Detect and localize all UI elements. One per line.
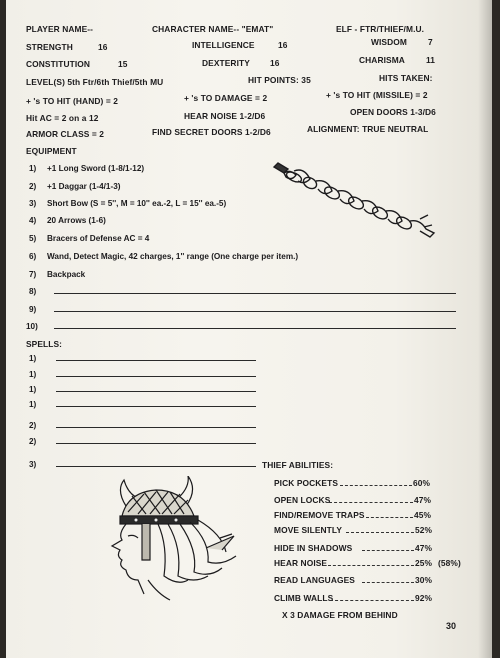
spell-blank-line — [56, 360, 256, 361]
character-name-label: CHARACTER NAME-- "EMAT" — [152, 24, 274, 34]
equipment-item: Wand, Detect Magic, 42 charges, 1'' range (One charge per item.) — [47, 252, 299, 261]
equipment-item: +1 Daggar (1-4/1-3) — [47, 182, 121, 191]
dotted-leader — [362, 550, 414, 551]
thief-ability-value: 30% — [415, 575, 433, 585]
find-secret-doors-text: FIND SECRET DOORS 1-2/D6 — [152, 127, 271, 137]
spell-number: 1) — [29, 370, 37, 379]
levels-text: LEVEL(S) 5th Ftr/6th Thief/5th MU — [26, 77, 164, 87]
spell-number: 3) — [29, 460, 37, 469]
dotted-leader — [340, 485, 412, 486]
equipment-item: Backpack — [47, 270, 86, 279]
open-doors-text: OPEN DOORS 1-3/D6 — [350, 107, 436, 117]
dexterity-value: 16 — [270, 58, 280, 68]
thief-ability-value: 25% — [415, 558, 433, 568]
hit-points-text: HIT POINTS: 35 — [248, 75, 311, 85]
equipment-number: 10) — [26, 322, 38, 331]
equipment-number: 6) — [29, 252, 37, 261]
equipment-number: 2) — [29, 182, 37, 191]
armor-class-text: ARMOR CLASS = 2 — [26, 129, 105, 139]
dexterity-label: DEXTERITY — [202, 58, 250, 68]
alignment-text: ALIGNMENT: TRUE NEUTRAL — [307, 124, 429, 134]
constitution-value: 15 — [118, 59, 128, 69]
equipment-number: 1) — [29, 164, 37, 173]
strength-label: STRENGTH — [26, 42, 73, 52]
thief-ability-name: FIND/REMOVE TRAPS — [274, 510, 365, 520]
equipment-item: +1 Long Sword (1-8/1-12) — [47, 164, 145, 173]
spell-blank-line — [56, 427, 256, 428]
dotted-leader — [366, 517, 413, 518]
equipment-heading: EQUIPMENT — [26, 146, 77, 156]
equipment-blank-line — [54, 311, 456, 312]
thief-ability-extra: (58%) — [438, 558, 461, 568]
intelligence-label: INTELLIGENCE — [192, 40, 255, 50]
constitution-label: CONSTITUTION — [26, 59, 91, 69]
thief-ability-value: 45% — [414, 510, 432, 520]
thief-ability-name: HEAR NOISE — [274, 558, 328, 568]
equipment-number: 3) — [29, 199, 37, 208]
thief-ability-name: PICK POCKETS — [274, 478, 339, 488]
to-hit-missile-text: + 's TO HIT (MISSILE) = 2 — [326, 90, 428, 100]
spell-blank-line — [56, 406, 256, 407]
to-damage-text: + 's TO DAMAGE = 2 — [184, 93, 268, 103]
spells-heading: SPELLS: — [26, 339, 63, 349]
spell-number: 2) — [29, 437, 37, 446]
thief-abilities-heading: THIEF ABILITIES: — [262, 460, 334, 470]
page-edge-shadow — [478, 0, 492, 658]
equipment-number: 4) — [29, 216, 37, 225]
wisdom-value: 7 — [428, 37, 433, 47]
to-hit-hand-text: + 's TO HIT (HAND) = 2 — [26, 96, 118, 106]
thief-ability-value: 47% — [414, 495, 432, 505]
thief-ability-value: 92% — [415, 593, 433, 603]
page-number: 30 — [446, 621, 457, 631]
wisdom-label: WISDOM — [371, 37, 407, 47]
spell-number: 2) — [29, 421, 37, 430]
spell-blank-line — [56, 376, 256, 377]
equipment-item: 20 Arrows (1-6) — [47, 216, 106, 225]
dotted-leader — [328, 565, 414, 566]
thief-ability-value: 60% — [413, 478, 431, 488]
spell-blank-line — [56, 391, 256, 392]
spell-blank-line — [56, 443, 256, 444]
player-name-label: PLAYER NAME-- — [26, 24, 94, 34]
spell-number: 1) — [29, 354, 37, 363]
thief-ability-name: MOVE SILENTLY — [274, 525, 342, 535]
charisma-label: CHARISMA — [359, 55, 405, 65]
spell-number: 1) — [29, 400, 37, 409]
equipment-number: 9) — [29, 305, 37, 314]
dotted-leader — [330, 600, 414, 601]
strength-value: 16 — [98, 42, 108, 52]
dotted-leader — [346, 532, 414, 533]
thief-ability-name: OPEN LOCKS — [274, 495, 331, 505]
dotted-leader — [329, 502, 413, 503]
equipment-item: Short Bow (S = 5'', M = 10'' ea.-2, L = 15'' ea.-5) — [47, 199, 227, 208]
equipment-item: Bracers of Defense AC = 4 — [47, 234, 150, 243]
elf-portrait-illustration — [98, 476, 248, 604]
charisma-value: 11 — [426, 55, 436, 65]
spell-blank-line — [56, 466, 256, 467]
spell-number: 1) — [29, 385, 37, 394]
equipment-number: 7) — [29, 270, 37, 279]
equipment-number: 8) — [29, 287, 37, 296]
thief-ability-name: HIDE IN SHADOWS — [274, 543, 353, 553]
equipment-blank-line — [54, 328, 456, 329]
thief-ability-name: CLIMB WALLS — [274, 593, 334, 603]
thief-ability-name: READ LANGUAGES — [274, 575, 355, 585]
sword-illustration — [270, 157, 440, 239]
equipment-number: 5) — [29, 234, 37, 243]
dotted-leader — [362, 582, 414, 583]
thief-ability-value: 47% — [415, 543, 433, 553]
hit-ac-text: Hit AC = 2 on a 12 — [26, 113, 99, 123]
hits-taken-label: HITS TAKEN: — [379, 73, 433, 83]
class-label: ELF - FTR/THIEF/M.U. — [336, 24, 425, 34]
hear-noise-text: HEAR NOISE 1-2/D6 — [184, 111, 266, 121]
character-sheet-page — [6, 0, 492, 658]
damage-note: X 3 DAMAGE FROM BEHIND — [282, 610, 398, 620]
thief-ability-value: 52% — [415, 525, 433, 535]
intelligence-value: 16 — [278, 40, 288, 50]
equipment-blank-line — [54, 293, 456, 294]
